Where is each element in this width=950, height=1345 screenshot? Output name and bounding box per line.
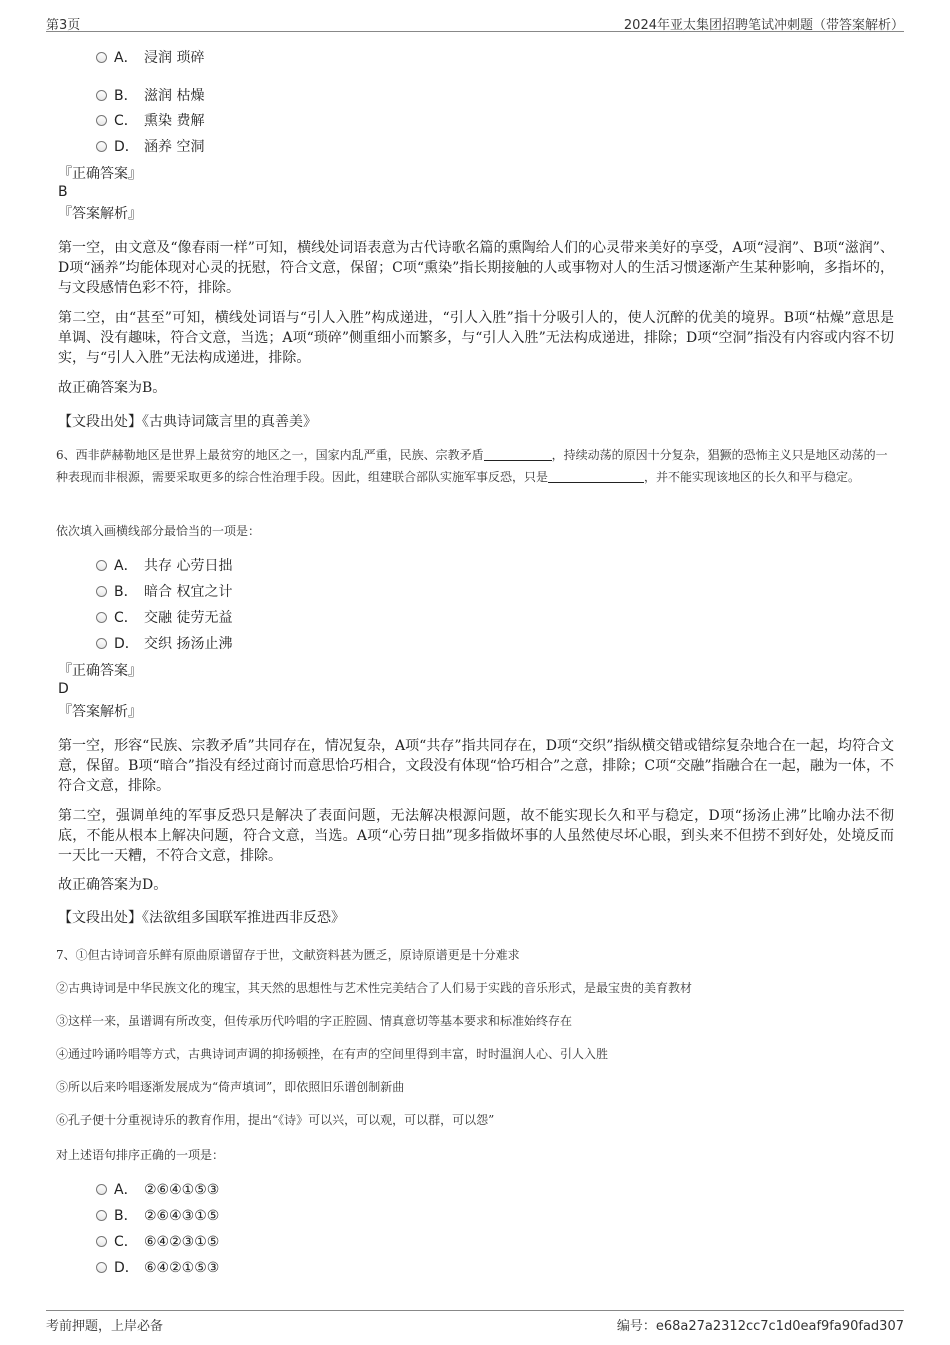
q6-option-d[interactable]: D． 交织 扬汤止沸 bbox=[96, 634, 232, 654]
q5-analysis-p2: 第二空，由“甚至”可知，横线处词语与“引人入胜”构成递进，“引人入胜”指十分吸引人的，使人沉醉的优美的境界。B项“枯燥”意思是单调、没有趣味，符合文意，当选；A项“琐碎”侧重细小而繁多，与“引人入胜”无法构成递进，排除；D项“空洞”指没有内容或内容不切实，与“引人入胜”无法构成递进，排除。 bbox=[58, 310, 894, 366]
document-code: 编号：e68a27a2312cc7c1d0eaf9fa90fad307 bbox=[616, 1319, 904, 1334]
q5-analysis-label: 『答案解析』 bbox=[58, 206, 142, 222]
radio-icon[interactable] bbox=[96, 141, 107, 152]
radio-icon[interactable] bbox=[96, 1236, 107, 1247]
radio-icon[interactable] bbox=[96, 1184, 107, 1195]
page-footer bbox=[46, 1310, 904, 1332]
q7-option-c[interactable]: C． ⑥④②③①⑤ bbox=[96, 1232, 219, 1252]
q6-source: 【文段出处】《法欲组多国联军推进西非反恐》 bbox=[58, 910, 345, 926]
q7-option-b[interactable]: B． ②⑥④③①⑤ bbox=[96, 1206, 219, 1226]
q6-option-b[interactable]: B． 暗合 权宜之计 bbox=[96, 582, 232, 602]
q7-sentence-3: ③这样一来，虽谱调有所改变，但传承历代吟唱的字正腔圆、情真意切等基本要求和标准始终存在 bbox=[56, 1014, 573, 1028]
q6-stem: 6、西非萨赫勒地区是世界上最贫穷的地区之一，国家内乱严重，民族、宗教矛盾 ，持续动荡的原因十分复杂，猖獗的恐怖主义只是地区动荡的一种表现而非根源，需要采取更多的综合性治理手段。因此，组建联合部队实施军事反恐，只是 ，并不能实现该地区的长久和平与稳定。 bbox=[56, 448, 888, 484]
radio-icon[interactable] bbox=[96, 560, 107, 571]
fill-blank bbox=[548, 469, 644, 483]
radio-icon[interactable] bbox=[96, 90, 107, 101]
q7-sentence-1: 7、①但古诗词音乐鲜有原曲原谱留存于世，文献资料甚为匮乏，原诗原谱更是十分难求 bbox=[56, 948, 520, 962]
radio-icon[interactable] bbox=[96, 1262, 107, 1273]
fill-blank bbox=[484, 447, 552, 461]
q7-sentence-4: ④通过吟诵吟唱等方式，古典诗词声调的抑扬顿挫，在有声的空间里得到丰富，时时温润人心、引人入胜 bbox=[56, 1047, 609, 1061]
q5-source: 【文段出处】《古典诗词箴言里的真善美》 bbox=[58, 414, 317, 430]
q6-analysis-p2: 第二空，强调单纯的军事反恐只是解决了表面问题，无法解决根源问题，故不能实现长久和平与稳定，D项“扬汤止沸”比喻办法不彻底，不能从根本上解决问题，符合文意，当选。A项“心劳日拙”现多指做坏事的人虽然使尽坏心眼，到头来不但捞不到好处，处境反而一天比一天糟，不符合文意，排除。 bbox=[58, 808, 894, 864]
q5-analysis-conclusion: 故正确答案为B。 bbox=[58, 380, 167, 396]
q5-answer-label: 『正确答案』 bbox=[58, 166, 142, 182]
q7-sentence-2: ②古典诗词是中华民族文化的瑰宝，其天然的思想性与艺术性完美结合了人们易于实践的音乐形式，是最宝贵的美育教材 bbox=[56, 981, 693, 995]
q5-analysis-p1: 第一空，由文意及“像春雨一样”可知，横线处词语表意为古代诗歌名篇的熏陶给人们的心灵带来美好的享受，A项“浸润”、B项“滋润”、D项“涵养”均能体现对心灵的抚慰，符合文意，保留；C项“熏染”指长期接触的人或事物对人的生活习惯逐渐产生某种影响，多指坏的，与文段感情色彩不符，排除。 bbox=[58, 240, 894, 296]
q6-answer-label: 『正确答案』 bbox=[58, 663, 142, 679]
q6-prompt: 依次填入画横线部分最恰当的一项是： bbox=[56, 524, 261, 538]
q5-option-c[interactable]: C． 熏染 费解 bbox=[96, 111, 204, 131]
footer-slogan: 考前押题，上岸必备 bbox=[46, 1319, 164, 1334]
q7-option-a[interactable]: A． ②⑥④①⑤③ bbox=[96, 1180, 219, 1200]
q6-analysis-p1: 第一空，形容“民族、宗教矛盾”共同存在，情况复杂，A项“共存”指共同存在，D项“交织”指纵横交错或错综复杂地合在一起，均符合文意，保留。B项“暗合”指没有经过商讨而意思恰巧相合，文段没有体现“恰巧相合”之意，排除；C项“交融”指融合在一起，融为一体，不符合文意，排除。 bbox=[58, 738, 894, 794]
radio-icon[interactable] bbox=[96, 612, 107, 623]
q6-option-a[interactable]: A． 共存 心劳日拙 bbox=[96, 556, 232, 576]
q7-sentence-5: ⑤所以后来吟唱逐渐发展成为“倚声填词”，即依照旧乐谱创制新曲 bbox=[56, 1080, 405, 1094]
q7-prompt: 对上述语句排序正确的一项是： bbox=[56, 1148, 225, 1162]
q5-option-b[interactable]: B． 滋润 枯燥 bbox=[96, 86, 204, 106]
document-title: 2024年亚太集团招聘笔试冲刺题（带答案解析） bbox=[623, 18, 904, 33]
radio-icon[interactable] bbox=[96, 638, 107, 649]
q5-option-a[interactable]: A． 浸润 琐碎 bbox=[96, 48, 204, 68]
q7-option-d[interactable]: D． ⑥④②①⑤③ bbox=[96, 1258, 219, 1278]
q6-answer: D bbox=[58, 681, 69, 697]
q5-option-d[interactable]: D． 涵养 空洞 bbox=[96, 137, 204, 157]
q6-option-c[interactable]: C． 交融 徒劳无益 bbox=[96, 608, 232, 628]
radio-icon[interactable] bbox=[96, 586, 107, 597]
radio-icon[interactable] bbox=[96, 52, 107, 63]
q6-analysis-label: 『答案解析』 bbox=[58, 704, 142, 720]
q5-answer: B bbox=[58, 184, 68, 200]
radio-icon[interactable] bbox=[96, 115, 107, 126]
radio-icon[interactable] bbox=[96, 1210, 107, 1221]
page-number: 第3页 bbox=[46, 18, 81, 33]
page-header bbox=[46, 12, 904, 32]
q7-sentence-6: ⑥孔子便十分重视诗乐的教育作用，提出“《诗》可以兴，可以观，可以群，可以怨” bbox=[56, 1113, 495, 1127]
q6-analysis-conclusion: 故正确答案为D。 bbox=[58, 877, 168, 893]
